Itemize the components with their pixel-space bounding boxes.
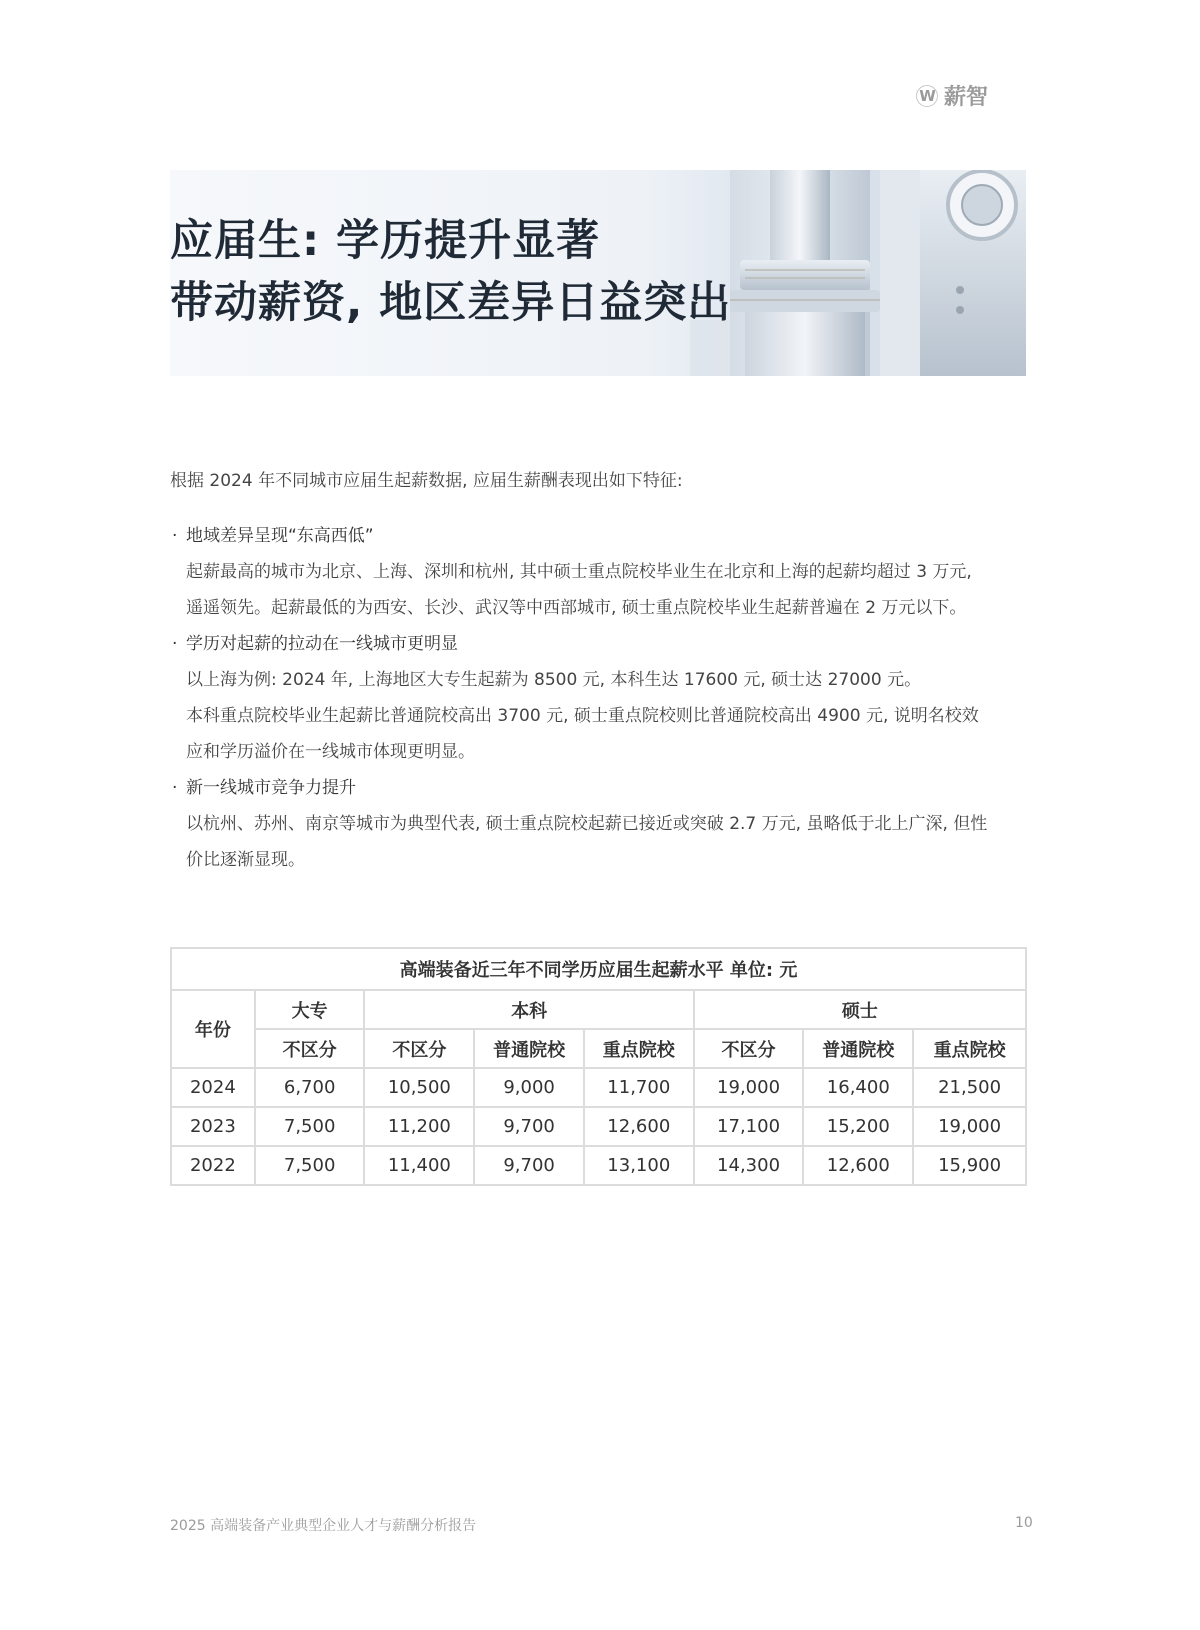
table-cell: 16,400	[803, 1068, 913, 1107]
table-cell: 14,300	[694, 1146, 804, 1185]
table-cell: 11,200	[364, 1107, 474, 1146]
table-caption: 高端装备近三年不同学历应届生起薪水平 单位: 元	[171, 948, 1026, 990]
table-cell: 19,000	[694, 1068, 804, 1107]
salary-table	[170, 947, 1027, 1186]
sub-header: 不区分	[364, 1029, 474, 1068]
logo-mark-icon: W	[916, 85, 938, 107]
page-title	[170, 210, 731, 334]
table-cell: 21,500	[913, 1068, 1026, 1107]
table-cell: 17,100	[694, 1107, 804, 1146]
table-cell: 11,700	[584, 1068, 694, 1107]
table-cell: 11,400	[364, 1146, 474, 1185]
list-item	[170, 626, 1030, 770]
year-header: 年份	[171, 990, 255, 1068]
bullet-line: 以杭州、苏州、南京等城市为典型代表, 硕士重点院校起薪已接近或突破 2.7 万元, 虽略低于北上广深, 但性	[186, 814, 988, 834]
feature-list	[170, 518, 1030, 878]
table-cell: 9,000	[474, 1068, 584, 1107]
logo-text: 薪智	[943, 85, 988, 110]
hero-banner	[170, 170, 1026, 376]
sub-header: 不区分	[694, 1029, 804, 1068]
bullet-line: 以上海为例: 2024 年, 上海地区大专生起薪为 8500 元, 本科生达 17600 元, 硕士达 27000 元。	[186, 670, 922, 690]
table-cell: 12,600	[584, 1107, 694, 1146]
table-cell: 13,100	[584, 1146, 694, 1185]
bullet-line: 遥遥领先。起薪最低的为西安、长沙、武汉等中西部城市, 硕士重点院校毕业生起薪普遍在 2 万元以下。	[186, 598, 967, 618]
sub-header: 重点院校	[913, 1029, 1026, 1068]
year-cell: 2024	[171, 1068, 255, 1107]
bullet-heading: · 新一线城市竞争力提升	[170, 770, 1030, 806]
sub-header: 不区分	[255, 1029, 365, 1068]
list-item	[170, 518, 1030, 626]
bullet-line: 起薪最高的城市为北京、上海、深圳和杭州, 其中硕士重点院校毕业生在北京和上海的起薪均超过 3 万元,	[186, 562, 972, 582]
page-number: 10	[1015, 1515, 1033, 1531]
bullet-line: 应和学历溢价在一线城市体现更明显。	[186, 742, 475, 762]
footer-report-title: 2025 高端装备产业典型企业人才与薪酬分析报告	[170, 1518, 477, 1534]
intro-paragraph: 根据 2024 年不同城市应届生起薪数据, 应届生薪酬表现出如下特征:	[170, 471, 683, 491]
bullet-line: 价比逐渐显现。	[186, 850, 305, 870]
table-cell: 19,000	[913, 1107, 1026, 1146]
sub-header: 重点院校	[584, 1029, 694, 1068]
table-cell: 7,500	[255, 1107, 365, 1146]
table-cell: 15,900	[913, 1146, 1026, 1185]
group-header: 硕士	[694, 990, 1026, 1029]
table-row	[171, 1146, 1026, 1185]
bullet-heading: · 学历对起薪的拉动在一线城市更明显	[170, 626, 1030, 662]
table-row	[171, 1107, 1026, 1146]
group-header: 大专	[255, 990, 365, 1029]
group-header: 本科	[364, 990, 693, 1029]
table-cell: 15,200	[803, 1107, 913, 1146]
table-cell: 9,700	[474, 1146, 584, 1185]
bullet-heading: · 地域差异呈现“东高西低”	[170, 518, 1030, 554]
year-cell: 2022	[171, 1146, 255, 1185]
title-line-1: 应届生: 学历提升显著	[170, 216, 601, 266]
title-line-2: 带动薪资, 地区差异日益突出	[170, 278, 732, 328]
sub-header: 普通院校	[474, 1029, 584, 1068]
table-row	[171, 1068, 1026, 1107]
table-cell: 9,700	[474, 1107, 584, 1146]
table-cell: 7,500	[255, 1146, 365, 1185]
brand-logo	[916, 80, 988, 111]
table-cell: 12,600	[803, 1146, 913, 1185]
sub-header: 普通院校	[803, 1029, 913, 1068]
bullet-line: 本科重点院校毕业生起薪比普通院校高出 3700 元, 硕士重点院校则比普通院校高出 4900 元, 说明名校效	[186, 706, 979, 726]
table-cell: 10,500	[364, 1068, 474, 1107]
list-item	[170, 770, 1030, 878]
table-cell: 6,700	[255, 1068, 365, 1107]
year-cell: 2023	[171, 1107, 255, 1146]
